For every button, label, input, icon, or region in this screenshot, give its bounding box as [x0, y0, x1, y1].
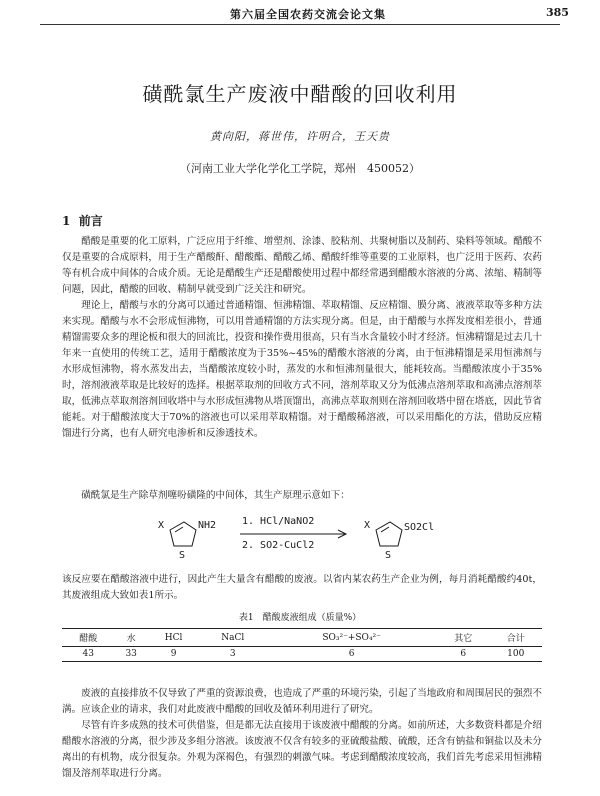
reactant-amine: NH2	[198, 520, 217, 531]
section-title: 前言	[78, 214, 103, 228]
paper-title: 磺酰氯生产废液中醋酸的回收利用	[142, 82, 458, 106]
section-heading	[62, 212, 103, 229]
running-title: 第六届全国农药交流会论文集	[230, 8, 386, 21]
cell: 33	[125, 649, 137, 659]
paragraph: 磺酰氯是生产除草剂噻吩磺隆的中间体，其生产原理示意如下：	[81, 490, 350, 501]
thiophene-ring-product	[376, 522, 402, 546]
affiliation: （河南工业大学化学化工学院，郑州 450052）	[180, 162, 420, 175]
product-substituent: X	[364, 520, 371, 531]
running-header	[0, 0, 600, 28]
cell: 6	[460, 649, 467, 659]
reactant-substituent: X	[158, 520, 165, 531]
table-row	[62, 647, 542, 662]
cell: 100	[507, 649, 525, 659]
cell: 43	[82, 649, 94, 659]
section-number: 1	[62, 214, 71, 228]
paragraph: 醋酸是重要的化工原料，广泛应用于纤维、增塑剂、涂漆、胶粘剂、共聚树脂以及制药、染料等领域。醋酸不仅是重要的合成原料，用于生产醋酸酐、醋酸酯、醋酸乙烯、醋酸纤维等重要的工业原料，也广泛用于医药、农药等有机合成中间体的合成介质。无论是醋酸生产还是醋酸使用过程中都经常遇到醋酸水溶液的分离、浓缩、精制等问题，因此，醋酸的回收、精制早就受到广泛关注和研究。	[62, 236, 542, 295]
paragraph: 该反应要在醋酸溶液中进行，因此产生大量含有醋酸的废液。以省内某农药生产企业为例，每月消耗醋酸约40t，其废液组成大致如表1所示。	[62, 574, 542, 601]
paragraph: 理论上，醋酸与水的分离可以通过普通精馏、恒沸精馏、萃取精馏、反应精馏、膜分离、液液萃取等多种方法来实现。醋酸与水不会形成恒沸物，可以用普通精馏的方法实现分离。但是，由于醋酸与水挥发度相差很小，普通精馏需要众多的理论板和很大的回流比，投资和操作费用很高，只有当水含量较小时才经济。恒沸精馏是过去几十年来一直使用的传统工艺，适用于醋酸浓度为于35%~45%的醋酸水溶液的分离，由于恒沸精馏是采用恒沸剂与水形成恒沸物，将水蒸发出去，当醋酸浓度较小时，蒸发的水和恒沸剂量很大，能耗较高。当醋酸浓度小于35%时，溶剂液液萃取是比较好的选择。根据萃取剂的回收方式不同，溶剂萃取又分为低沸点溶剂萃取和高沸点溶剂萃取，低沸点萃取剂溶剂回收塔中与水形成恒沸物从塔顶馏出，高沸点萃取剂则在溶剂回收塔中留在塔底，因此节省能耗。对于醋酸浓度大于70%的溶液也可以采用萃取精馏。对于醋酸稀溶液，可以采用酯化的方法，借助反应精馏进行分离，也有人研究电渗析和反渗透技术。	[62, 300, 542, 439]
paragraph: 废液的直接排放不仅导致了严重的资源浪费，也造成了严重的环境污染，引起了当地政府和周围居民的强烈不满。应该企业的请求，我们对此废液中醋酸的回收及循环利用进行了研究。	[62, 688, 542, 715]
composition-table	[62, 628, 542, 662]
col-sulfite-sulfate: SO₃²⁻+SO₄²⁻	[322, 632, 381, 643]
reactant-sulfur: S	[179, 550, 186, 561]
table-header-row	[62, 629, 542, 647]
authors: 黄向阳，蒋世伟，许明合，王天贵	[210, 130, 390, 143]
table-caption: 表1 醋酸废液组成（质量%）	[238, 613, 362, 623]
product-sulfonyl-chloride: SO2Cl	[404, 522, 435, 533]
page-number: 385	[546, 6, 569, 19]
thiophene-ring-reactant	[170, 522, 196, 546]
col-water: 水	[126, 634, 136, 644]
col-acetic-acid: 醋酸	[79, 634, 98, 644]
step-two: 2. SO2-CuCl2	[242, 540, 315, 551]
header-rule	[40, 24, 560, 25]
reaction-scheme	[150, 508, 470, 568]
step-one: 1. HCl/NaNO2	[242, 516, 315, 527]
cell: 6	[348, 649, 355, 659]
product-sulfur: S	[385, 550, 392, 561]
paragraph: 尽管有许多成熟的技术可供借鉴，但是都无法直接用于该废液中醋酸的分离。如前所述，大多数资料都是介绍醋酸水溶液的分离，很少涉及多组分溶液。该废液不仅含有较多的亚硫酸盐酸、硫酸，还含有钠盐和铜盐以及未分离出的有机物，成分很复杂。外观为深褐色，有强烈的刺激气味。考虑到醋酸浓度较高，我们首先考虑采用恒沸精馏及溶剂萃取进行分离。	[62, 720, 542, 779]
col-total: 合计	[506, 634, 525, 644]
col-hcl: HCl	[164, 632, 183, 643]
col-other: 其它	[454, 634, 473, 644]
cell: 3	[229, 649, 236, 659]
col-nacl: NaCl	[221, 632, 245, 643]
cell: 9	[170, 649, 177, 659]
